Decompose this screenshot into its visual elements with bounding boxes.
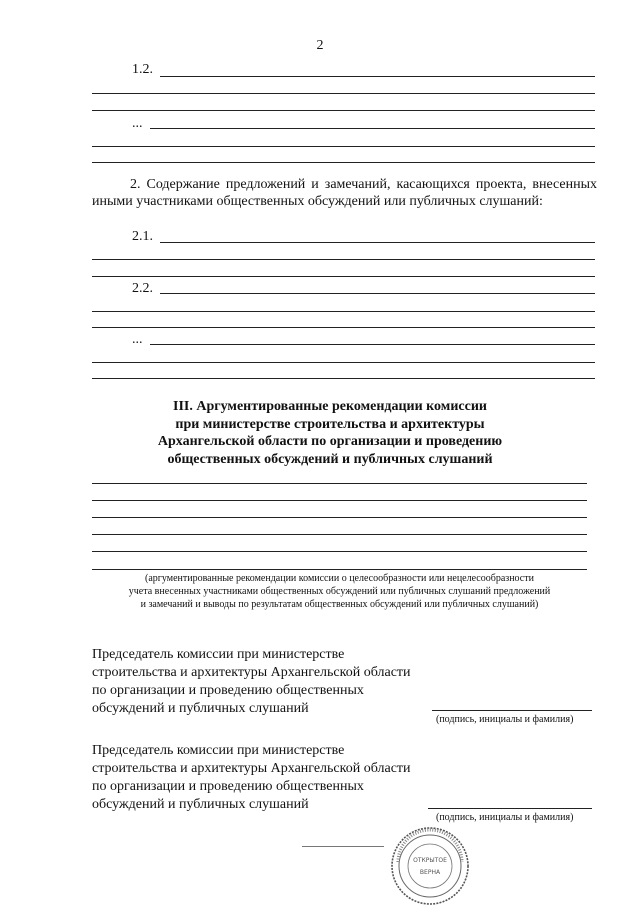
signature-caption-1: (подпись, инициалы и фамилия)	[436, 714, 574, 725]
stamp-seal	[388, 822, 472, 906]
seal-icon	[388, 822, 472, 906]
signature-text-line: Председатель комиссии при министерстве	[92, 647, 345, 662]
fill-line	[92, 327, 595, 328]
seal-text-1: ОТКРЫТОЕ	[413, 857, 447, 864]
page-number: 2	[316, 38, 324, 53]
signature-block-1	[92, 646, 472, 718]
fill-line	[92, 569, 587, 570]
caption-line: (аргументированные рекомендации комиссии о целесообразности или нецелесообразности	[145, 573, 534, 584]
fill-line	[92, 500, 587, 501]
section-3-heading	[120, 398, 540, 468]
fill-line	[92, 551, 587, 552]
fill-line	[92, 146, 595, 147]
item-label-2-1: 2.1.	[132, 229, 153, 244]
signature-text-line: строительства и архитектуры Архангельской области	[92, 761, 411, 776]
heading-line: Архангельской области по организации и проведению	[157, 434, 503, 449]
caption-line: учета внесенных участниками общественных обсуждений или публичных слушаний предложений	[128, 586, 551, 597]
fill-line	[92, 517, 587, 518]
signature-text-line: Председатель комиссии при министерстве	[92, 743, 345, 758]
signature-text-line: обсуждений и публичных слушаний	[92, 797, 309, 812]
caption-line: и замечаний и выводы по результатам общественных обсуждений или публичных слушаний)	[140, 599, 539, 610]
item-label-2-2: 2.2.	[132, 281, 153, 296]
fill-line	[150, 344, 595, 345]
fill-line	[92, 362, 595, 363]
signature-text-line: строительства и архитектуры Архангельской области	[92, 665, 411, 680]
fill-line	[92, 311, 595, 312]
fill-line	[92, 259, 595, 260]
point-2-text: 2. Содержание предложений и замечаний, касающихся проекта, внесенных иными участниками общественных обсуждений или публичных слушаний:	[92, 177, 597, 209]
fill-line	[92, 534, 587, 535]
fill-line	[92, 162, 595, 163]
signature-caption-2: (подпись, инициалы и фамилия)	[436, 812, 574, 823]
signature-text-line: по организации и проведению общественных	[92, 683, 364, 698]
heading-line: при министерстве строительства и архитектуры	[175, 416, 485, 432]
recommendations-caption	[92, 572, 587, 611]
signature-line	[432, 710, 592, 711]
signature-text-line: обсуждений и публичных слушаний	[92, 701, 309, 716]
fill-line	[160, 293, 595, 294]
seal-text-2: ВЕРНА	[419, 869, 441, 876]
fill-line	[92, 483, 587, 484]
fill-line	[92, 110, 595, 111]
heading-line: общественных обсуждений и публичных слушаний	[167, 451, 493, 467]
item-label-1-2: 1.2.	[132, 62, 153, 77]
fill-line	[92, 93, 595, 94]
item-label-ellipsis: ...	[132, 116, 143, 131]
signature-line	[428, 808, 592, 809]
fill-line	[160, 76, 595, 77]
fill-line	[92, 276, 595, 277]
fill-line	[150, 128, 595, 129]
fill-line	[160, 242, 595, 243]
short-line	[302, 846, 384, 847]
signature-block-2	[92, 742, 472, 814]
heading-line: III. Аргументированные рекомендации комиссии	[173, 399, 487, 414]
fill-line	[92, 378, 595, 379]
signature-text-line: по организации и проведению общественных	[92, 779, 364, 794]
item-label-ellipsis-2: ...	[132, 332, 143, 347]
